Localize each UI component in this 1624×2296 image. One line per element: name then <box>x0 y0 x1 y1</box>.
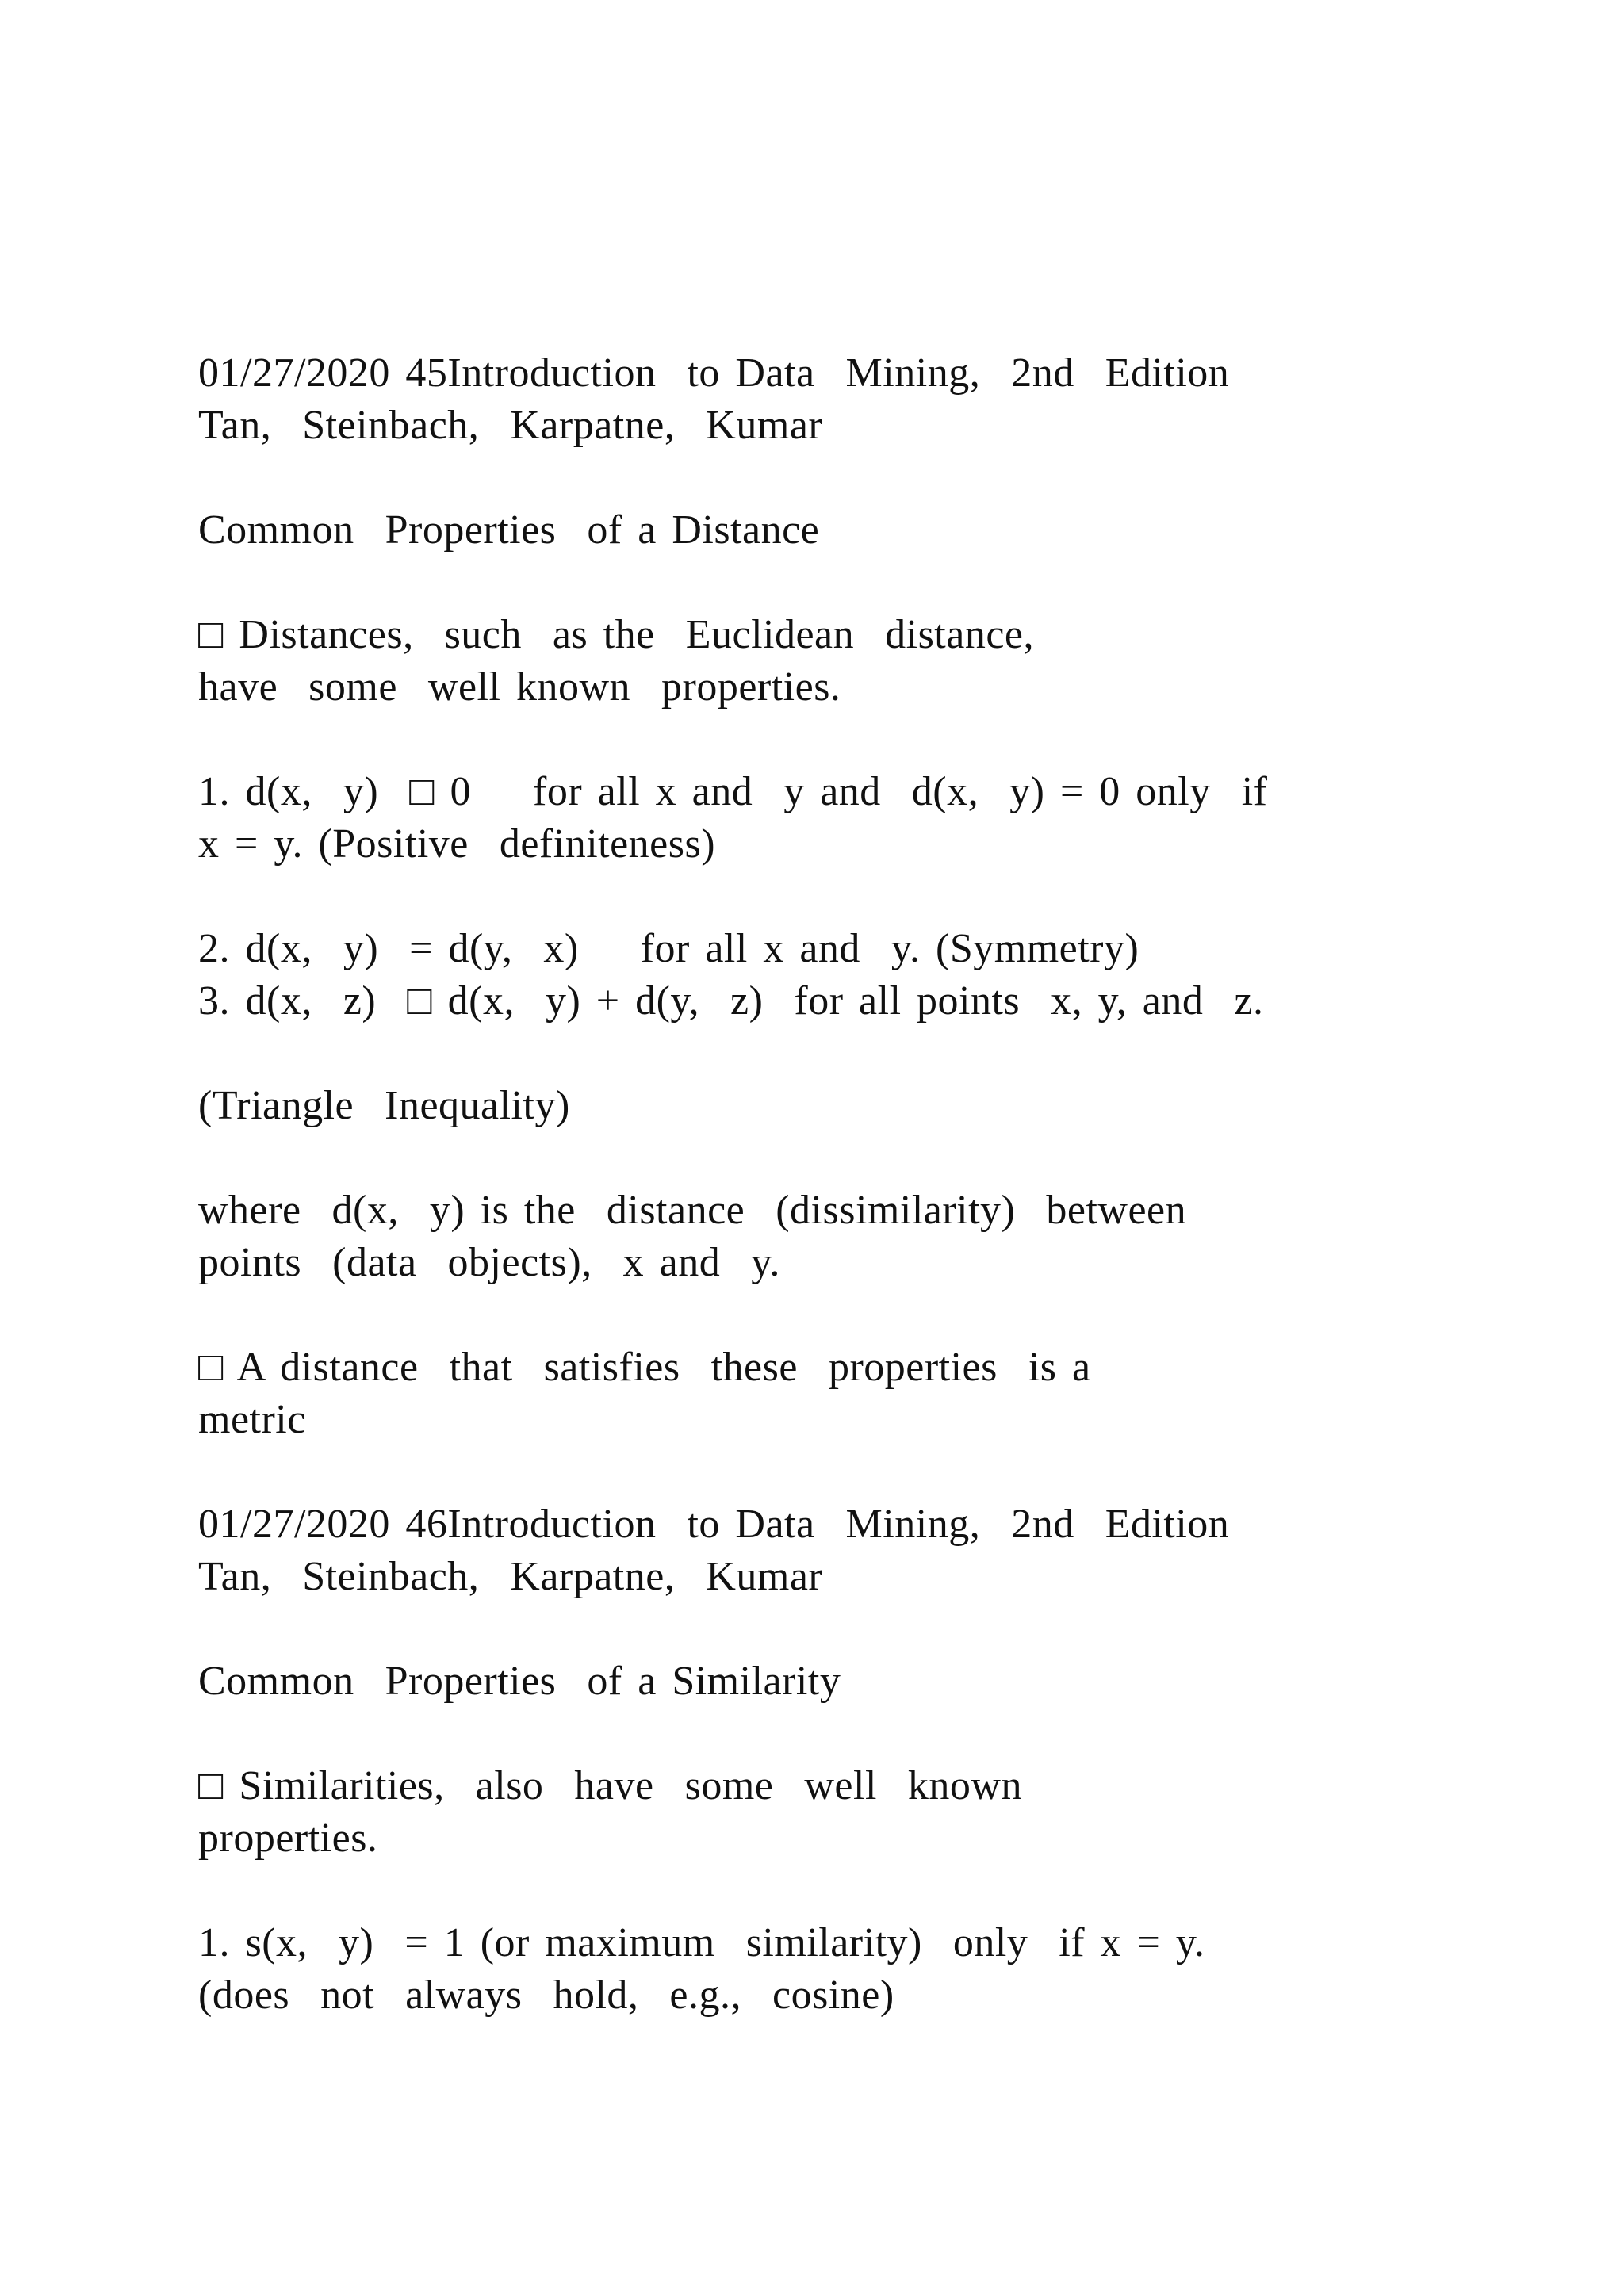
blank-line <box>198 1027 1435 1080</box>
text-line: have some well known properties. <box>198 664 841 710</box>
slide-header-line: 01/27/2020 46Introduction to Data Mining, 2nd Edition <box>198 1502 1230 1547</box>
blank-line <box>198 714 1435 766</box>
bullet-line: □ Distances, such as the Euclidean distance, <box>198 612 1034 657</box>
property-line: 3. d(x, z) □ d(x, y) + d(y, z) for all points x, y, and z. <box>198 978 1264 1024</box>
authors-line: Tan, Steinbach, Karpatne, Kumar <box>198 403 823 448</box>
text-line: where d(x, y) is the distance (dissimilarity) between <box>198 1188 1187 1233</box>
text-line: points (data objects), x and y. <box>198 1240 780 1285</box>
property-line: 1. d(x, y) □ 0 for all x and y and d(x, y) = 0 only if <box>198 769 1268 814</box>
blank-line <box>198 1708 1435 1760</box>
blank-line <box>198 1446 1435 1498</box>
text-line: x = y. (Positive definiteness) <box>198 821 716 867</box>
property-line: 2. d(x, y) = d(y, x) for all x and y. (Symmetry) <box>198 926 1139 971</box>
blank-line <box>198 1289 1435 1341</box>
blank-line <box>198 1865 1435 1917</box>
section-title: Common Properties of a Distance <box>198 507 820 553</box>
slide-header-line: 01/27/2020 45Introduction to Data Mining, 2nd Edition <box>198 350 1230 396</box>
text-line: (does not always hold, e.g., cosine) <box>198 1973 894 2018</box>
bullet-line: □ Similarities, also have some well known <box>198 1763 1022 1808</box>
authors-line: Tan, Steinbach, Karpatne, Kumar <box>198 1554 823 1599</box>
blank-line <box>198 871 1435 923</box>
blank-line <box>198 557 1435 609</box>
section-title: Common Properties of a Similarity <box>198 1659 841 1704</box>
blank-line <box>198 1603 1435 1655</box>
text-line: (Triangle Inequality) <box>198 1083 570 1128</box>
text-line: metric <box>198 1397 306 1442</box>
property-line: 1. s(x, y) = 1 (or maximum similarity) only if x = y. <box>198 1920 1205 1965</box>
document-text <box>198 347 1435 2022</box>
text-line: properties. <box>198 1816 378 1861</box>
blank-line <box>198 452 1435 504</box>
blank-line <box>198 1132 1435 1184</box>
bullet-line: □ A distance that satisfies these properties is a <box>198 1345 1091 1390</box>
